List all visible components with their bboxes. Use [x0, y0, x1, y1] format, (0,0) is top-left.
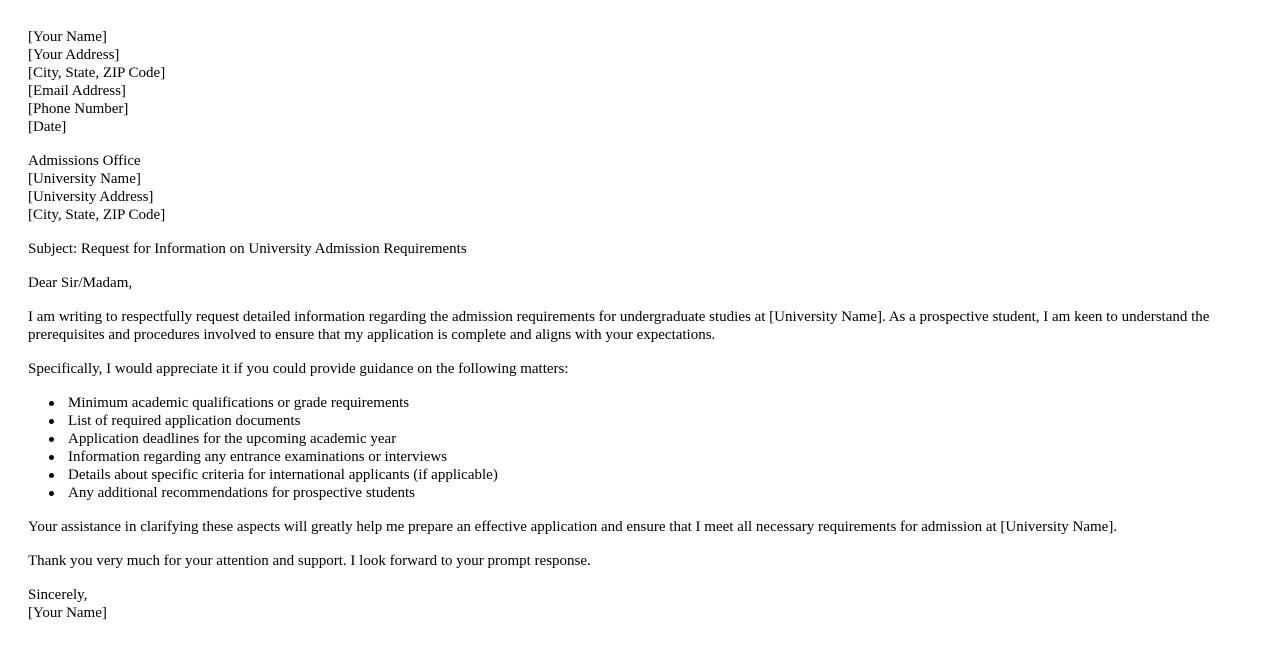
list-item-text: Information regarding any entrance examinations or interviews: [68, 449, 448, 465]
list-item-text: Minimum academic qualifications or grade requirements: [68, 395, 410, 411]
list-item-text: Application deadlines for the upcoming academic year: [68, 431, 397, 447]
list-item: [68, 466, 1218, 484]
bullet-icon: [49, 455, 54, 460]
sender-address: [28, 28, 1218, 136]
valediction: Sincerely,: [28, 587, 88, 603]
subject-line: Subject: Request for Information on University Admission Requirements: [28, 241, 467, 257]
bullet-icon: [49, 437, 54, 442]
letter: [28, 28, 1218, 622]
closing: [28, 586, 1218, 622]
recipient-university-name: [University Name]: [28, 171, 141, 187]
list-item: [68, 430, 1218, 448]
list-item-text: List of required application documents: [68, 413, 301, 429]
sender-street-address: [Your Address]: [28, 47, 120, 63]
bullet-icon: [49, 419, 54, 424]
assistance-paragraph: Your assistance in clarifying these aspects will greatly help me prepare an effective application and ensure that I meet all necessary requirements for admission at [University Name].: [28, 519, 1118, 535]
bullet-icon: [49, 491, 54, 496]
intro-paragraph: I am writing to respectfully request detailed information regarding the admission requirements for undergraduate studies at [University Name]. As a prospective student, I am keen to understand the prerequisites and procedures involved to ensure that my application is complete and aligns with your expectations.: [28, 309, 1210, 343]
salutation: Dear Sir/Madam,: [28, 275, 133, 291]
thanks-paragraph: Thank you very much for your attention and support. I look forward to your prompt response.: [28, 553, 591, 569]
bullet-icon: [49, 401, 54, 406]
list-item-text: Any additional recommendations for prospective students: [68, 485, 415, 501]
recipient-university-address: [University Address]: [28, 189, 154, 205]
sender-email: [Email Address]: [28, 83, 126, 99]
sender-name: [Your Name]: [28, 29, 107, 45]
sender-city-state-zip: [City, State, ZIP Code]: [28, 65, 166, 81]
recipient-city-state-zip: [City, State, ZIP Code]: [28, 207, 166, 223]
list-item-text: Details about specific criteria for international applicants (if applicable): [68, 467, 498, 483]
list-item: [68, 484, 1218, 502]
list-item: [68, 412, 1218, 430]
list-item: [68, 394, 1218, 412]
matters-list: [28, 394, 1218, 502]
signature-name: [Your Name]: [28, 605, 107, 621]
list-item: [68, 448, 1218, 466]
lead-in-paragraph: Specifically, I would appreciate it if you could provide guidance on the following matters:: [28, 361, 569, 377]
recipient-office: Admissions Office: [28, 153, 141, 169]
letter-date: [Date]: [28, 119, 67, 135]
bullet-icon: [49, 473, 54, 478]
recipient-address: [28, 152, 1218, 224]
sender-phone: [Phone Number]: [28, 101, 129, 117]
